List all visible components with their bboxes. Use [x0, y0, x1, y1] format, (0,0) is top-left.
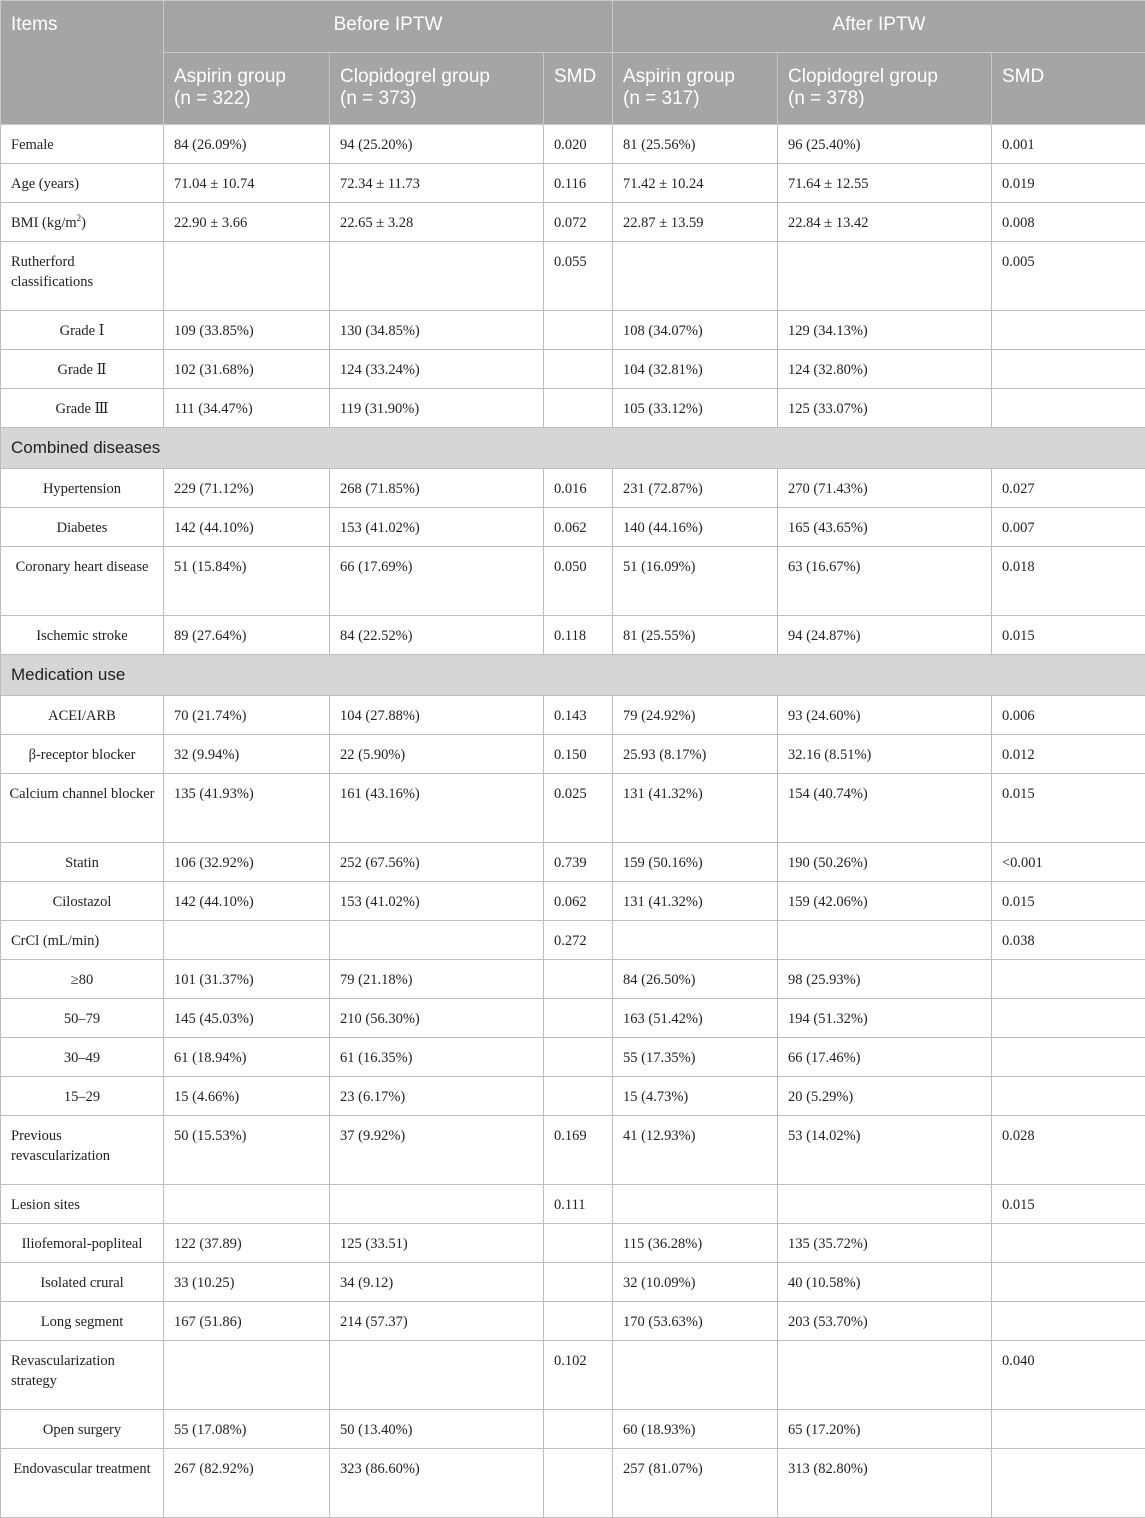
after-smd-cell: 0.015 [992, 774, 1145, 843]
after-clopidogrel-cell [778, 921, 992, 960]
after-aspirin-cell: 84 (26.50%) [613, 960, 778, 999]
after-clopidogrel-cell: 40 (10.58%) [778, 1263, 992, 1302]
after-aspirin-cell: 15 (4.73%) [613, 1077, 778, 1116]
before-clopidogrel-cell: 34 (9.12) [330, 1263, 544, 1302]
before-clopidogrel-cell: 22.65 ± 3.28 [330, 203, 544, 242]
after-smd-cell: 0.012 [992, 735, 1145, 774]
row-label: β-receptor blocker [1, 735, 164, 774]
after-smd-cell [992, 1224, 1145, 1263]
after-aspirin-cell: 41 (12.93%) [613, 1116, 778, 1185]
before-aspirin-cell [164, 1341, 330, 1410]
after-aspirin-cell: 79 (24.92%) [613, 696, 778, 735]
before-clopidogrel-cell: 66 (17.69%) [330, 547, 544, 616]
after-clopidogrel-cell [778, 1185, 992, 1224]
after-aspirin-cell: 231 (72.87%) [613, 469, 778, 508]
after-clopidogrel-cell: 190 (50.26%) [778, 843, 992, 882]
after-aspirin-cell: 257 (81.07%) [613, 1449, 778, 1518]
before-aspirin-cell [164, 1185, 330, 1224]
after-aspirin-cell: 51 (16.09%) [613, 547, 778, 616]
before-aspirin-cell: 229 (71.12%) [164, 469, 330, 508]
after-smd-cell: 0.008 [992, 203, 1145, 242]
after-aspirin-cell [613, 1185, 778, 1224]
after-clopidogrel-cell: 96 (25.40%) [778, 125, 992, 164]
after-clopidogrel-header: Clopidogrel group (n = 378) [778, 53, 992, 125]
before-clopidogrel-cell: 94 (25.20%) [330, 125, 544, 164]
before-clopidogrel-cell: 37 (9.92%) [330, 1116, 544, 1185]
header-row-groups [1, 1, 1145, 53]
before-smd-cell: 0.055 [544, 242, 613, 311]
table-row [1, 1449, 1145, 1518]
after-clopidogrel-cell: 65 (17.20%) [778, 1410, 992, 1449]
after-aspirin-cell: 140 (44.16%) [613, 508, 778, 547]
before-smd-cell [544, 960, 613, 999]
row-label: ≥80 [1, 960, 164, 999]
before-smd-cell [544, 1077, 613, 1116]
after-clopidogrel-cell: 129 (34.13%) [778, 311, 992, 350]
row-label: BMI $(kg/m^2)$ [1, 203, 164, 242]
row-label: 30–49 [1, 1038, 164, 1077]
before-clopidogrel-cell: 252 (67.56%) [330, 843, 544, 882]
header-row-columns [1, 53, 1145, 125]
after-aspirin-cell: 131 (41.32%) [613, 774, 778, 843]
after-clopidogrel-cell: 165 (43.65%) [778, 508, 992, 547]
table-row [1, 125, 1145, 164]
row-label: Long segment [1, 1302, 164, 1341]
after-iptw-header: After IPTW [613, 1, 1145, 53]
before-clopidogrel-cell [330, 1341, 544, 1410]
before-smd-cell: 0.118 [544, 616, 613, 655]
before-aspirin-cell: 22.90 ± 3.66 [164, 203, 330, 242]
before-smd-cell [544, 1038, 613, 1077]
before-aspirin-cell: 101 (31.37%) [164, 960, 330, 999]
after-aspirin-cell [613, 242, 778, 311]
row-label: Open surgery [1, 1410, 164, 1449]
before-smd-cell: 0.169 [544, 1116, 613, 1185]
table-row [1, 774, 1145, 843]
before-clopidogrel-cell: 50 (13.40%) [330, 1410, 544, 1449]
after-smd-cell: 0.028 [992, 1116, 1145, 1185]
after-aspirin-cell: 105 (33.12%) [613, 389, 778, 428]
table-row [1, 164, 1145, 203]
after-smd-cell: 0.007 [992, 508, 1145, 547]
row-label: Grade Ⅲ [1, 389, 164, 428]
before-clopidogrel-cell: 22 (5.90%) [330, 735, 544, 774]
after-smd-cell [992, 1302, 1145, 1341]
table-row [1, 1077, 1145, 1116]
table-row [1, 389, 1145, 428]
before-clopidogrel-cell [330, 242, 544, 311]
after-aspirin-cell [613, 921, 778, 960]
table-row [1, 242, 1145, 311]
after-aspirin-cell: 108 (34.07%) [613, 311, 778, 350]
after-clopidogrel-cell [778, 242, 992, 311]
row-label: 50–79 [1, 999, 164, 1038]
before-aspirin-cell: 32 (9.94%) [164, 735, 330, 774]
after-smd-cell: 0.005 [992, 242, 1145, 311]
table-row [1, 960, 1145, 999]
row-label: 15–29 [1, 1077, 164, 1116]
table-row [1, 616, 1145, 655]
before-smd-cell: 0.062 [544, 882, 613, 921]
row-label: Diabetes [1, 508, 164, 547]
before-clopidogrel-cell [330, 1185, 544, 1224]
section-row [1, 655, 1145, 696]
row-label: Lesion sites [1, 1185, 164, 1224]
before-aspirin-cell [164, 242, 330, 311]
after-clopidogrel-cell: 203 (53.70%) [778, 1302, 992, 1341]
after-aspirin-cell: 25.93 (8.17%) [613, 735, 778, 774]
row-label: Rutherford classifications [1, 242, 164, 311]
after-smd-cell [992, 350, 1145, 389]
after-clopidogrel-cell: 135 (35.72%) [778, 1224, 992, 1263]
before-smd-cell [544, 389, 613, 428]
before-clopidogrel-cell: 79 (21.18%) [330, 960, 544, 999]
table-row [1, 921, 1145, 960]
after-smd-cell: 0.001 [992, 125, 1145, 164]
after-smd-cell [992, 1449, 1145, 1518]
after-smd-cell: 0.038 [992, 921, 1145, 960]
after-clopidogrel-cell: 53 (14.02%) [778, 1116, 992, 1185]
row-label: Endovascular treatment [1, 1449, 164, 1518]
before-aspirin-cell: 33 (10.25) [164, 1263, 330, 1302]
after-aspirin-cell: 170 (53.63%) [613, 1302, 778, 1341]
after-clopidogrel-cell: 270 (71.43%) [778, 469, 992, 508]
before-aspirin-cell: 70 (21.74%) [164, 696, 330, 735]
table-row [1, 882, 1145, 921]
row-label: Coronary heart disease [1, 547, 164, 616]
before-smd-cell [544, 1224, 613, 1263]
table-row [1, 1224, 1145, 1263]
table-row [1, 843, 1145, 882]
after-clopidogrel-cell: 313 (82.80%) [778, 1449, 992, 1518]
after-aspirin-cell: 81 (25.55%) [613, 616, 778, 655]
before-aspirin-cell: 50 (15.53%) [164, 1116, 330, 1185]
before-aspirin-cell: 109 (33.85%) [164, 311, 330, 350]
before-iptw-header: Before IPTW [164, 1, 613, 53]
table-row [1, 508, 1145, 547]
before-clopidogrel-cell: 268 (71.85%) [330, 469, 544, 508]
before-smd-cell [544, 999, 613, 1038]
before-clopidogrel-cell: 23 (6.17%) [330, 1077, 544, 1116]
before-aspirin-cell: 61 (18.94%) [164, 1038, 330, 1077]
before-clopidogrel-cell: 125 (33.51) [330, 1224, 544, 1263]
row-label: Previous revascularization [1, 1116, 164, 1185]
before-clopidogrel-header: Clopidogrel group (n = 373) [330, 53, 544, 125]
table-row [1, 1410, 1145, 1449]
before-smd-cell: 0.143 [544, 696, 613, 735]
table-row [1, 735, 1145, 774]
after-clopidogrel-cell: 159 (42.06%) [778, 882, 992, 921]
after-clopidogrel-cell: 63 (16.67%) [778, 547, 992, 616]
after-clopidogrel-cell: 154 (40.74%) [778, 774, 992, 843]
after-clopidogrel-cell: 93 (24.60%) [778, 696, 992, 735]
before-aspirin-cell: 167 (51.86) [164, 1302, 330, 1341]
before-smd-cell: 0.150 [544, 735, 613, 774]
before-clopidogrel-cell: 84 (22.52%) [330, 616, 544, 655]
after-clopidogrel-cell: 98 (25.93%) [778, 960, 992, 999]
after-aspirin-cell: 163 (51.42%) [613, 999, 778, 1038]
table-row [1, 350, 1145, 389]
before-clopidogrel-cell: 153 (41.02%) [330, 882, 544, 921]
before-aspirin-header: Aspirin group (n = 322) [164, 53, 330, 125]
section-title: Medication use [1, 655, 1145, 696]
before-smd-cell: 0.116 [544, 164, 613, 203]
row-label: ACEI/ARB [1, 696, 164, 735]
table-row [1, 1341, 1145, 1410]
table-row [1, 1263, 1145, 1302]
after-smd-header: SMD [992, 53, 1145, 125]
after-aspirin-cell: 131 (41.32%) [613, 882, 778, 921]
after-smd-cell [992, 1077, 1145, 1116]
before-smd-cell: 0.102 [544, 1341, 613, 1410]
before-clopidogrel-cell: 130 (34.85%) [330, 311, 544, 350]
after-aspirin-cell: 22.87 ± 13.59 [613, 203, 778, 242]
row-label: CrCl (mL/min) [1, 921, 164, 960]
row-label: Revascularization strategy [1, 1341, 164, 1410]
before-smd-cell: 0.020 [544, 125, 613, 164]
before-smd-cell: 0.016 [544, 469, 613, 508]
before-smd-cell [544, 1410, 613, 1449]
before-aspirin-cell: 135 (41.93%) [164, 774, 330, 843]
after-aspirin-cell: 159 (50.16%) [613, 843, 778, 882]
before-smd-header: SMD [544, 53, 613, 125]
after-smd-cell: 0.019 [992, 164, 1145, 203]
row-label: Calcium channel blocker [1, 774, 164, 843]
after-clopidogrel-cell: 22.84 ± 13.42 [778, 203, 992, 242]
table-row [1, 311, 1145, 350]
before-aspirin-cell: 102 (31.68%) [164, 350, 330, 389]
after-clopidogrel-cell: 124 (32.80%) [778, 350, 992, 389]
before-smd-cell: 0.739 [544, 843, 613, 882]
after-smd-cell [992, 389, 1145, 428]
table-row [1, 1116, 1145, 1185]
row-label: Hypertension [1, 469, 164, 508]
after-clopidogrel-cell: 125 (33.07%) [778, 389, 992, 428]
after-aspirin-cell: 60 (18.93%) [613, 1410, 778, 1449]
before-smd-cell: 0.025 [544, 774, 613, 843]
before-clopidogrel-cell: 119 (31.90%) [330, 389, 544, 428]
row-label: Female [1, 125, 164, 164]
before-clopidogrel-cell: 72.34 ± 11.73 [330, 164, 544, 203]
before-smd-cell [544, 350, 613, 389]
items-header: Items [1, 1, 164, 125]
after-clopidogrel-cell: 66 (17.46%) [778, 1038, 992, 1077]
after-aspirin-cell: 104 (32.81%) [613, 350, 778, 389]
before-aspirin-cell: 145 (45.03%) [164, 999, 330, 1038]
row-label: Isolated crural [1, 1263, 164, 1302]
before-aspirin-cell: 267 (82.92%) [164, 1449, 330, 1518]
before-smd-cell: 0.111 [544, 1185, 613, 1224]
before-clopidogrel-cell: 61 (16.35%) [330, 1038, 544, 1077]
row-label: Age (years) [1, 164, 164, 203]
before-smd-cell: 0.062 [544, 508, 613, 547]
before-smd-cell: 0.072 [544, 203, 613, 242]
before-smd-cell [544, 311, 613, 350]
after-smd-cell [992, 960, 1145, 999]
after-smd-cell: 0.006 [992, 696, 1145, 735]
after-aspirin-cell: 81 (25.56%) [613, 125, 778, 164]
after-aspirin-cell: 55 (17.35%) [613, 1038, 778, 1077]
row-label: Iliofemoral-popliteal [1, 1224, 164, 1263]
after-smd-cell: 0.018 [992, 547, 1145, 616]
after-clopidogrel-cell [778, 1341, 992, 1410]
before-aspirin-cell: 106 (32.92%) [164, 843, 330, 882]
section-title: Combined diseases [1, 428, 1145, 469]
row-label: Ischemic stroke [1, 616, 164, 655]
after-clopidogrel-cell: 194 (51.32%) [778, 999, 992, 1038]
table-row [1, 203, 1145, 242]
row-label: Cilostazol [1, 882, 164, 921]
before-aspirin-cell: 15 (4.66%) [164, 1077, 330, 1116]
after-clopidogrel-cell: 71.64 ± 12.55 [778, 164, 992, 203]
after-smd-cell: <0.001 [992, 843, 1145, 882]
before-aspirin-cell: 142 (44.10%) [164, 882, 330, 921]
table-row [1, 1185, 1145, 1224]
after-smd-cell: 0.027 [992, 469, 1145, 508]
before-aspirin-cell: 51 (15.84%) [164, 547, 330, 616]
before-aspirin-cell: 55 (17.08%) [164, 1410, 330, 1449]
after-smd-cell: 0.015 [992, 616, 1145, 655]
table-row [1, 469, 1145, 508]
before-aspirin-cell: 89 (27.64%) [164, 616, 330, 655]
before-clopidogrel-cell: 210 (56.30%) [330, 999, 544, 1038]
before-aspirin-cell: 84 (26.09%) [164, 125, 330, 164]
before-clopidogrel-cell: 161 (43.16%) [330, 774, 544, 843]
before-aspirin-cell: 111 (34.47%) [164, 389, 330, 428]
table-row [1, 547, 1145, 616]
after-smd-cell [992, 1038, 1145, 1077]
before-aspirin-cell: 71.04 ± 10.74 [164, 164, 330, 203]
after-aspirin-header: Aspirin group (n = 317) [613, 53, 778, 125]
before-aspirin-cell: 142 (44.10%) [164, 508, 330, 547]
after-aspirin-cell: 32 (10.09%) [613, 1263, 778, 1302]
after-clopidogrel-cell: 94 (24.87%) [778, 616, 992, 655]
before-clopidogrel-cell: 153 (41.02%) [330, 508, 544, 547]
before-clopidogrel-cell [330, 921, 544, 960]
before-smd-cell: 0.272 [544, 921, 613, 960]
row-label: Grade Ⅱ [1, 350, 164, 389]
after-clopidogrel-cell: 32.16 (8.51%) [778, 735, 992, 774]
before-smd-cell [544, 1302, 613, 1341]
after-clopidogrel-cell: 20 (5.29%) [778, 1077, 992, 1116]
after-smd-cell [992, 311, 1145, 350]
after-smd-cell: 0.040 [992, 1341, 1145, 1410]
before-clopidogrel-cell: 104 (27.88%) [330, 696, 544, 735]
before-smd-cell [544, 1263, 613, 1302]
table-body [1, 125, 1145, 1518]
table-row [1, 1038, 1145, 1077]
before-clopidogrel-cell: 124 (33.24%) [330, 350, 544, 389]
table-row [1, 1302, 1145, 1341]
table-row [1, 696, 1145, 735]
after-aspirin-cell: 115 (36.28%) [613, 1224, 778, 1263]
before-clopidogrel-cell: 323 (86.60%) [330, 1449, 544, 1518]
after-smd-cell: 0.015 [992, 1185, 1145, 1224]
before-smd-cell: 0.050 [544, 547, 613, 616]
row-label: Statin [1, 843, 164, 882]
before-aspirin-cell: 122 (37.89) [164, 1224, 330, 1263]
row-label: Grade Ⅰ [1, 311, 164, 350]
section-row [1, 428, 1145, 469]
after-smd-cell: 0.015 [992, 882, 1145, 921]
after-smd-cell [992, 1410, 1145, 1449]
table-row [1, 999, 1145, 1038]
after-smd-cell [992, 1263, 1145, 1302]
before-smd-cell [544, 1449, 613, 1518]
after-smd-cell [992, 999, 1145, 1038]
after-aspirin-cell [613, 1341, 778, 1410]
after-aspirin-cell: 71.42 ± 10.24 [613, 164, 778, 203]
before-aspirin-cell [164, 921, 330, 960]
before-clopidogrel-cell: 214 (57.37) [330, 1302, 544, 1341]
